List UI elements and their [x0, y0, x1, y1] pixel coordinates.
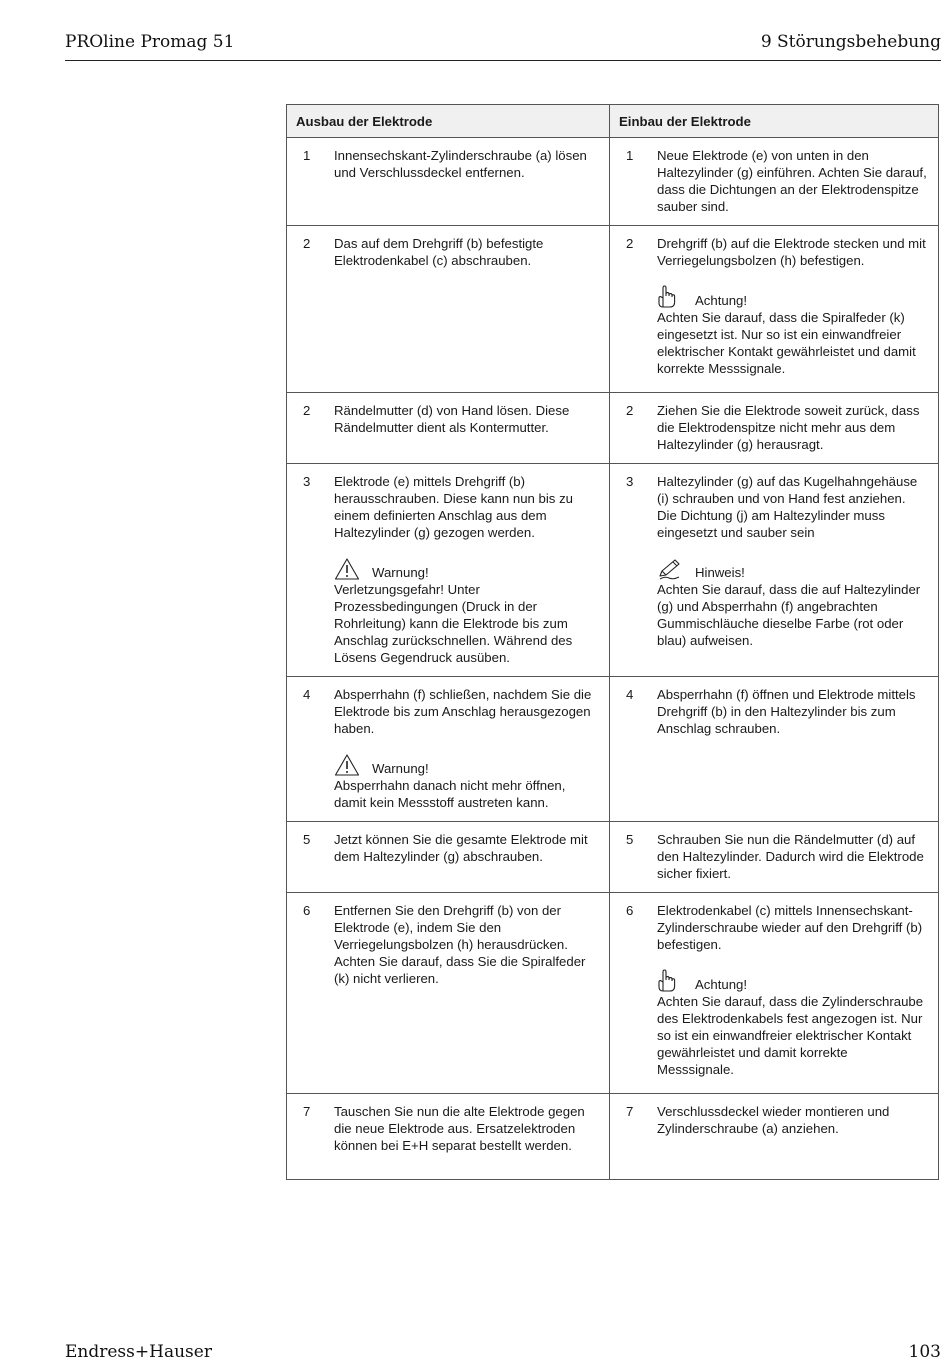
note-text: Achten Sie darauf, dass die auf Haltezylinder (g) und Absperrhahn (f) angebrachten Gummischläuche dieselbe Farbe (rot oder blau) aufweisen. — [657, 582, 921, 648]
step-number: 6 — [626, 903, 634, 918]
table-row — [287, 822, 939, 893]
step-number: 4 — [303, 687, 311, 702]
step-number: 2 — [626, 403, 634, 418]
hint-note — [657, 557, 928, 649]
step-cell-install — [610, 464, 939, 677]
note-title: Warnung! — [372, 565, 429, 580]
step-cell-install — [610, 138, 939, 226]
hand-pointer-icon — [657, 969, 685, 993]
step-text: Absperrhahn (f) schließen, nachdem Sie die Elektrode bis zum Anschlag herausgezogen haben. — [334, 687, 592, 736]
step-cell-removal — [287, 226, 610, 393]
note-text: Verletzungsgefahr! Unter Prozessbedingungen (Druck in der Rohrleitung) kann die Elektrode bis zum Anschlag zurückschnellen. Während des Lösens Gegendruck ausüben. — [334, 582, 573, 665]
note-title: Achtung! — [695, 977, 748, 992]
chapter-title: 9 Störungsbehebung — [760, 32, 941, 52]
note-text: Achten Sie darauf, dass die Zylinderschraube des Elektrodenkabels fest angezogen ist. Nur so ist ein einwandfreier elektrischer Kontakt gewährleistet und damit korrekte Messsignale. — [657, 994, 924, 1077]
note-text: Achten Sie darauf, dass die Spiralfeder (k) eingesetzt ist. Nur so ist ein einwandfreier elektrischer Kontakt gewährleistet und damit korrekte Messsignale. — [657, 310, 916, 376]
step-text: Elektrodenkabel (c) mittels Innensechskant-Zylinderschraube wieder auf den Drehgriff (b) befestigen. — [657, 903, 923, 952]
step-cell-removal — [287, 1094, 610, 1180]
step-text: Rändelmutter (d) von Hand lösen. Diese Rändelmutter dient als Kontermutter. — [334, 403, 570, 435]
table-row — [287, 464, 939, 677]
table-row — [287, 226, 939, 393]
electrode-steps-table — [286, 104, 939, 1180]
table-row — [287, 1094, 939, 1180]
step-text: Ziehen Sie die Elektrode soweit zurück, dass die Elektrodenspitze nicht mehr aus dem Haltezylinder (g) herausragt. — [657, 403, 920, 452]
note-text: Absperrhahn danach nicht mehr öffnen, damit kein Messstoff austreten kann. — [334, 778, 566, 810]
step-text: Schrauben Sie nun die Rändelmutter (d) auf den Haltezylinder. Dadurch wird die Elektrode sicher fixiert. — [657, 832, 924, 881]
table-header-row — [287, 105, 939, 138]
step-cell-removal — [287, 893, 610, 1094]
step-number: 6 — [303, 903, 311, 918]
step-text: Entfernen Sie den Drehgriff (b) von der Elektrode (e), indem Sie den Verriegelungsbolzen (h) herausdrücken. Achten Sie darauf, dass Sie die Spiralfeder (k) nicht verlieren. — [334, 903, 586, 986]
step-cell-install — [610, 393, 939, 464]
step-number: 3 — [303, 474, 311, 489]
step-text: Absperrhahn (f) öffnen und Elektrode mittels Drehgriff (b) in den Haltezylinder bis zum Anschlag schrauben. — [657, 687, 916, 736]
step-cell-removal — [287, 677, 610, 822]
step-number: 2 — [303, 236, 311, 251]
step-cell-removal — [287, 393, 610, 464]
page-header — [65, 32, 941, 61]
step-cell-removal — [287, 464, 610, 677]
note-title: Hinweis! — [695, 565, 745, 580]
warning-note — [334, 557, 599, 666]
step-number: 2 — [626, 236, 634, 251]
table-row — [287, 138, 939, 226]
step-text: Neue Elektrode (e) von unten in den Haltezylinder (g) einführen. Achten Sie darauf, dass die Dichtungen an der Elektrodenspitze sauber sind. — [657, 148, 927, 214]
step-cell-install — [610, 893, 939, 1094]
page-number: 103 — [908, 1342, 941, 1362]
step-cell-install — [610, 677, 939, 822]
step-cell-install — [610, 1094, 939, 1180]
table-row — [287, 893, 939, 1094]
table-row — [287, 393, 939, 464]
step-cell-install — [610, 226, 939, 393]
step-cell-install — [610, 822, 939, 893]
column-header-removal: Ausbau der Elektrode — [287, 105, 610, 138]
hand-pointer-icon — [657, 285, 685, 309]
column-header-install: Einbau der Elektrode — [610, 105, 939, 138]
caution-note — [657, 969, 928, 1078]
caution-note — [657, 285, 928, 377]
step-number: 2 — [303, 403, 311, 418]
warning-triangle-icon — [334, 753, 362, 777]
step-text: Das auf dem Drehgriff (b) befestigte Elektrodenkabel (c) abschrauben. — [334, 236, 544, 268]
step-number: 1 — [626, 148, 634, 163]
step-text: Jetzt können Sie die gesamte Elektrode mit dem Haltezylinder (g) abschrauben. — [334, 832, 588, 864]
note-title: Warnung! — [372, 761, 429, 776]
step-text: Tauschen Sie nun die alte Elektrode gegen die neue Elektrode aus. Ersatzelektroden können bei E+H separat bestellt werden. — [334, 1104, 585, 1153]
step-number: 4 — [626, 687, 634, 702]
step-number: 7 — [626, 1104, 634, 1119]
step-text: Drehgriff (b) auf die Elektrode stecken und mit Verriegelungsbolzen (h) befestigen. — [657, 236, 926, 268]
warning-triangle-icon — [334, 557, 362, 581]
step-text: Verschlussdeckel wieder montieren und Zylinderschraube (a) anziehen. — [657, 1104, 890, 1136]
step-cell-removal — [287, 138, 610, 226]
step-number: 3 — [626, 474, 634, 489]
step-cell-removal — [287, 822, 610, 893]
product-title: PROline Promag 51 — [65, 32, 235, 52]
step-number: 7 — [303, 1104, 311, 1119]
note-title: Achtung! — [695, 293, 748, 308]
pencil-icon — [657, 557, 685, 581]
step-number: 5 — [626, 832, 634, 847]
warning-note — [334, 753, 599, 811]
step-text: Innensechskant-Zylinderschraube (a) lösen und Verschlussdeckel entfernen. — [334, 148, 587, 180]
step-number: 5 — [303, 832, 311, 847]
step-text: Haltezylinder (g) auf das Kugelhahngehäuse (i) schrauben und von Hand fest anziehen. Die Dichtung (j) am Haltezylinder muss eingesetzt und sauber sein — [657, 474, 918, 540]
step-number: 1 — [303, 148, 311, 163]
table-body — [287, 138, 939, 1180]
brand-logo-text: Endress+Hauser — [65, 1342, 212, 1362]
step-text: Elektrode (e) mittels Drehgriff (b) herausschrauben. Diese kann nun bis zu einem definierten Anschlag aus dem Haltezylinder (g) gezogen werden. — [334, 474, 573, 540]
table-row — [287, 677, 939, 822]
